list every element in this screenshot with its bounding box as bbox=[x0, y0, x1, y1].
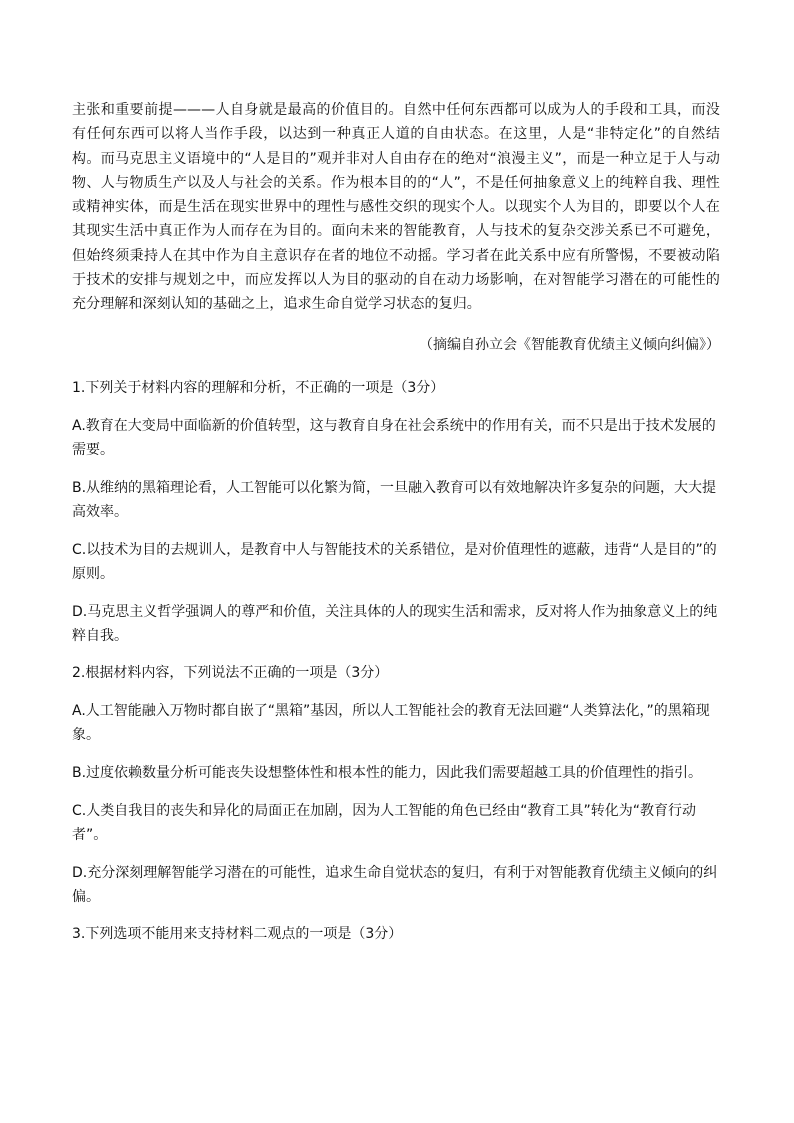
passage-paragraph: 主张和重要前提———人自身就是最高的价值目的。自然中任何东西都可以成为人的手段和工具，而没有任何东西可以将人当作手段，以达到一种真正人道的自由状态。在这里，人是“非特定化”的自然结构。而马克思主义语境中的“人是目的”观并非对人自由存在的绝对“浪漫主义”，而是一种立足于人与动物、人与物质生产以及人与社会的关系。作为根本目的的“人”，不是任何抽象意义上的纯粹自我、理性或精神实体，而是生活在现实世界中的理性与感性交织的现实个人。以现实个人为目的，即要以个人在其现实生活中真正作为人而存在为目的。面向未来的智能教育，人与技术的复杂交涉关系已不可避免，但始终须秉持人在其中作为自主意识存在者的地位不动摇。学习者在此关系中应有所警惕，不要被动陷于技术的安排与规划之中，而应发挥以人为目的驱动的自在动力场影响，在对智能学习潜在的可能性的充分理解和深刻认知的基础之上，追求生命自觉学习状态的复归。 bbox=[72, 102, 720, 313]
question-2-option-d: D.充分深刻理解智能学习潜在的可能性，追求生命自觉状态的复归，有利于对智能教育优绩主义倾向的纠偏。 bbox=[72, 864, 718, 905]
passage-source: （摘编自孙立会《智能教育优绩主义倾向纠偏》） bbox=[419, 336, 720, 353]
question-2-option-a: A.人工智能融入万物时都自嵌了“黑箱”基因，所以人工智能社会的教育无法回避“人类算法化，”的黑箱现象。 bbox=[72, 702, 710, 743]
question-2-option-b: B.过度依赖数量分析可能丧失设想整体性和根本性的能力，因此我们需要超越工具的价值理性的指引。 bbox=[72, 764, 703, 781]
question-1-option-a: A.教育在大变局中面临新的价值转型，这与教育自身在社会系统中的作用有关，而不只是出于技术发展的需要。 bbox=[72, 417, 716, 458]
document-page bbox=[72, 98, 720, 946]
question-2-stem: 2.根据材料内容，下列说法不正确的一项是（3分） bbox=[72, 664, 389, 681]
question-3-stem: 3.下列选项不能用来支持材料二观点的一项是（3分） bbox=[72, 925, 403, 942]
question-1-option-d: D.马克思主义哲学强调人的尊严和价值，关注具体的人的现实生活和需求，反对将人作为抽象意义上的纯粹自我。 bbox=[72, 603, 718, 644]
question-2-option-c: C.人类自我目的丧失和异化的局面正在加剧，因为人工智能的角色已经由“教育工具”转化为“教育行动者”。 bbox=[72, 802, 696, 843]
question-1-stem: 1.下列关于材料内容的理解和分析，不正确的一项是（3分） bbox=[72, 379, 445, 396]
question-1-option-b: B.从维纳的黑箱理论看，人工智能可以化繁为简，一旦融入教育可以有效地解决许多复杂的问题，大大提高效率。 bbox=[72, 479, 717, 520]
question-1-option-c: C.以技术为目的去规训人，是教育中人与智能技术的关系错位，是对价值理性的遮蔽，违背“人是目的”的原则。 bbox=[72, 541, 717, 582]
